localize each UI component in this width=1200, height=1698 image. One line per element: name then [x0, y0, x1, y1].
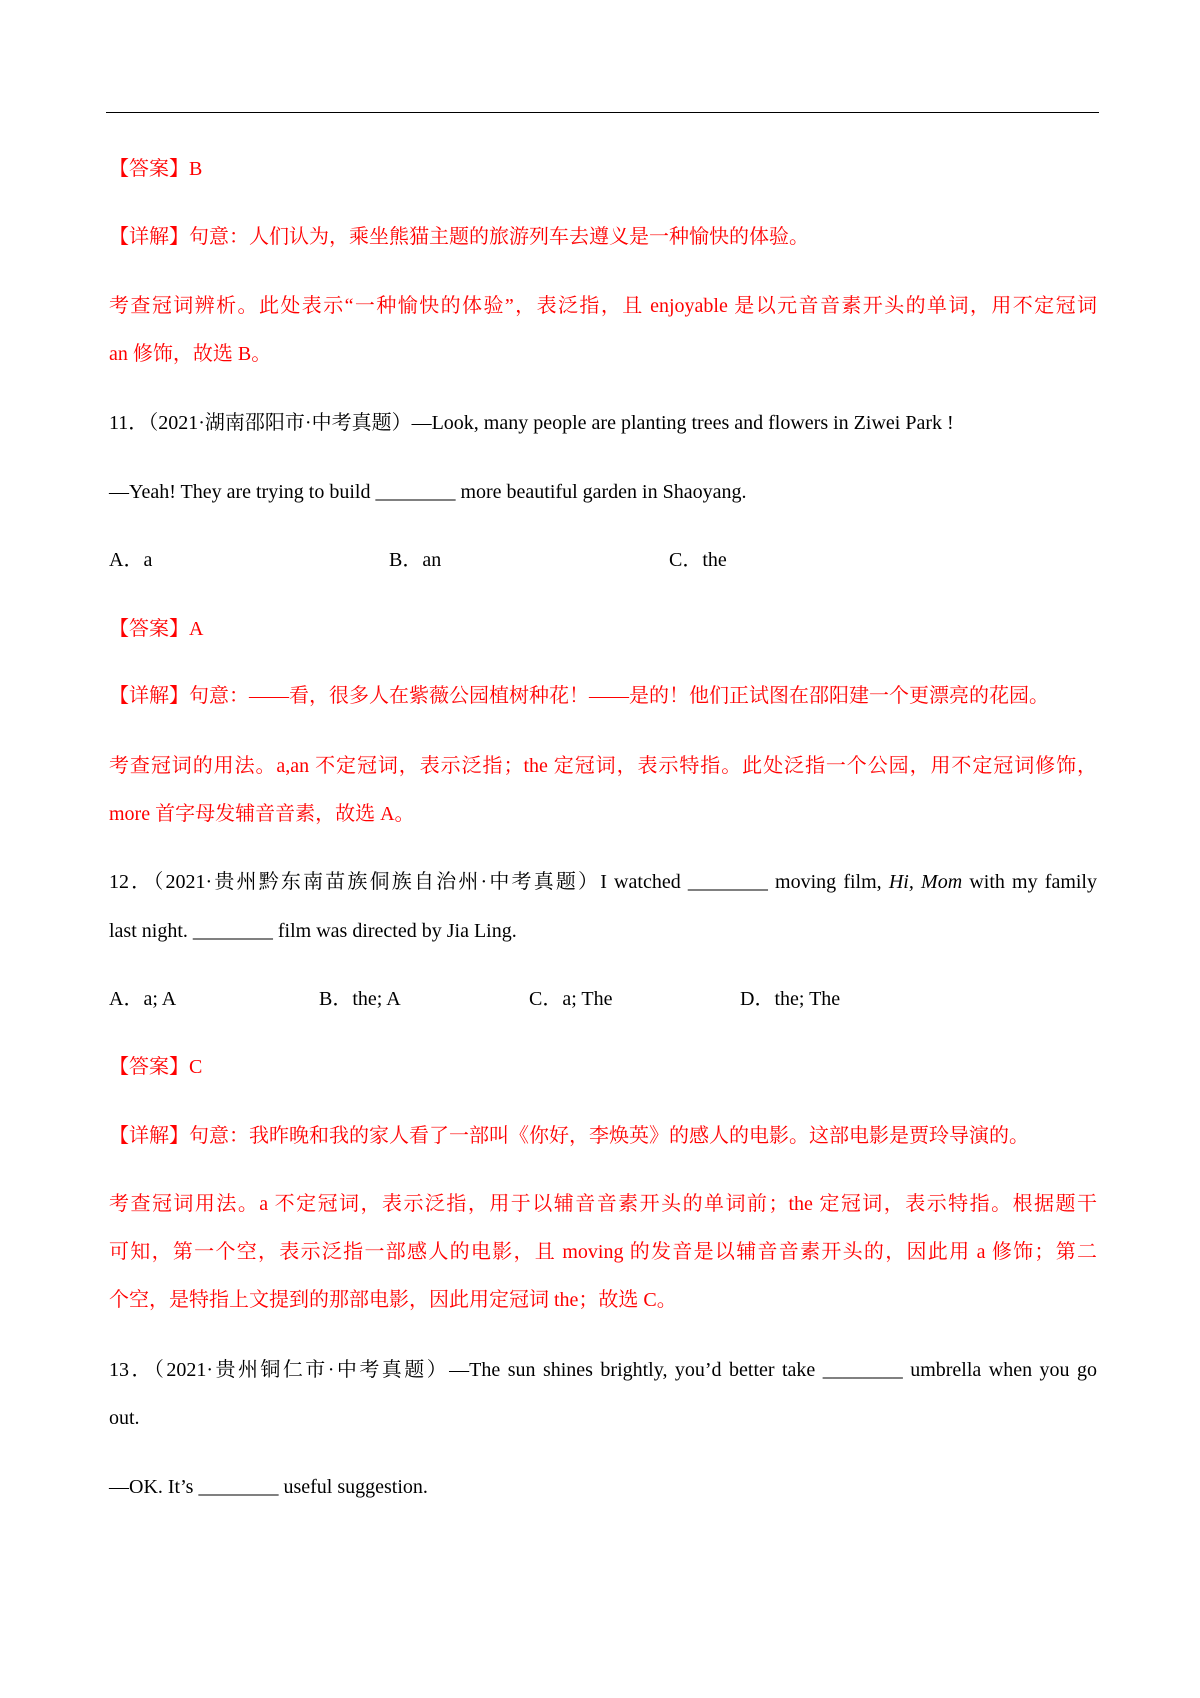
detail-line: 【详解】句意：我昨晚和我的家人看了一部叫《你好，李焕英》的感人的电影。这部电影是贾玲导演的。: [109, 1125, 1029, 1147]
analysis-line: 可知，第一个空，表示泛指一部感人的电影，且 moving 的发音是以辅音音素开头的，因此用 a 修饰；第二: [109, 1241, 1097, 1263]
question-stem: 13．（2021·贵州铜仁市·中考真题）—The sun shines brightly, you’d better take ________ umbrella when you go: [109, 1359, 1097, 1381]
analysis-line: 个空，是特指上文提到的那部电影，因此用定冠词 the；故选 C。: [109, 1289, 677, 1311]
stem-text: with my family: [962, 871, 1097, 893]
option-a: A．a; A: [109, 988, 177, 1010]
header-rule: [106, 112, 1099, 113]
analysis-line: 考查冠词辨析。此处表示“一种愉快的体验”，表泛指，且 enjoyable 是以元音音素开头的单词，用不定冠词: [109, 295, 1097, 317]
question-stem: [109, 870, 1097, 894]
option-a: A．a: [109, 549, 153, 571]
question-reply: —OK. It’s ________ useful suggestion.: [109, 1476, 428, 1498]
option-c: C．a; The: [529, 988, 613, 1010]
analysis-line: 考查冠词用法。a 不定冠词，表示泛指，用于以辅音音素开头的单词前；the 定冠词，表示特指。根据题干: [109, 1193, 1097, 1215]
question-stem-continued: last night. ________ film was directed by Jia Ling.: [109, 920, 517, 942]
option-b: B．the; A: [319, 988, 401, 1010]
stem-text: 12．（2021·贵州黔东南苗族侗族自治州·中考真题）I watched ________ moving film,: [109, 871, 889, 893]
option-d: D．the; The: [740, 988, 841, 1010]
analysis-line: 考查冠词的用法。a,an 不定冠词，表示泛指；the 定冠词，表示特指。此处泛指一个公园，用不定冠词修饰，: [109, 755, 1097, 777]
detail-line: 【详解】句意：人们认为，乘坐熊猫主题的旅游列车去遵义是一种愉快的体验。: [109, 226, 809, 248]
option-c: C．the: [669, 549, 727, 571]
analysis-line: an 修饰，故选 B。: [109, 343, 272, 365]
options-row: [109, 987, 1099, 1011]
question-stem: 11．（2021·湖南邵阳市·中考真题）—Look, many people are planting trees and flowers in Ziwei Park !: [109, 412, 954, 434]
analysis-line: more 首字母发辅音音素，故选 A。: [109, 803, 415, 825]
answer-line: 【答案】A: [109, 618, 204, 640]
detail-line: 【详解】句意：——看，很多人在紫薇公园植树种花！——是的！他们正试图在邵阳建一个更漂亮的花园。: [109, 685, 1049, 707]
film-title: Hi, Mom: [888, 871, 963, 893]
options-row: [109, 548, 1099, 572]
question-reply: —Yeah! They are trying to build ________ more beautiful garden in Shaoyang.: [109, 481, 747, 503]
answer-line: 【答案】B: [109, 158, 203, 180]
question-stem-continued: out.: [109, 1407, 140, 1429]
option-b: B．an: [389, 549, 442, 571]
answer-line: 【答案】C: [109, 1056, 203, 1078]
